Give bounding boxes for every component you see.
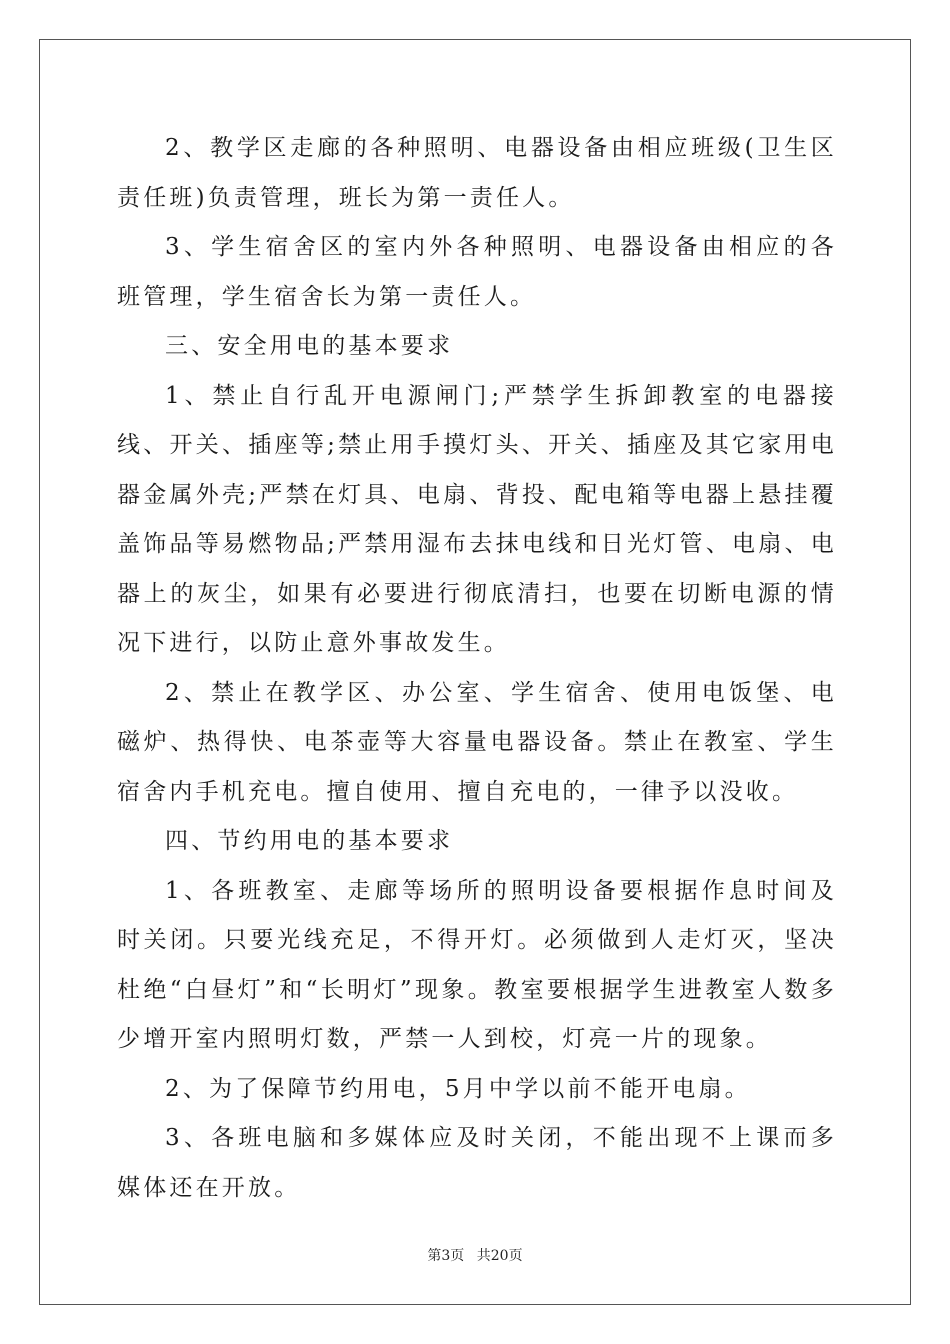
page-footer — [0, 1245, 950, 1265]
paragraph-saving-3: 3、各班电脑和多媒体应及时关闭，不能出现不上课而多媒体还在开放。 — [117, 1125, 837, 1201]
paragraph-saving-1: 1、各班教室、走廊等场所的照明设备要根据作息时间及时关闭。只要光线充足，不得开灯。必须做到人走灯灭，坚决杜绝“白昼灯”和“长明灯”现象。教室要根据学生进教室人数多少增开室内照明灯数，严禁一人到校，灯亮一片的现象。 — [117, 877, 837, 1052]
section-heading-safety: 三、安全用电的基本要求 — [165, 333, 454, 359]
paragraph-item-2: 2、教学区走廊的各种照明、电器设备由相应班级(卫生区责任班)负责管理，班长为第一责任人。 — [117, 135, 837, 211]
page-total: 共20页 — [476, 1248, 523, 1264]
paragraph-safety-1: 1、禁止自行乱开电源闸门;严禁学生拆卸教室的电器接线、开关、插座等;禁止用手摸灯头、开关、插座及其它家用电器金属外壳;严禁在灯具、电扇、背投、配电箱等电器上悬挂覆盖饰品等易燃物品;严禁用湿布去抹电线和日光灯管、电扇、电器上的灰尘，如果有必要进行彻底清扫，也要在切断电源的情况下进行，以防止意外事故发生。 — [117, 382, 837, 656]
paragraph-safety-2: 2、禁止在教学区、办公室、学生宿舍、使用电饭堡、电磁炉、热得快、电茶壶等大容量电器设备。禁止在教室、学生宿舍内手机充电。擅自使用、擅自充电的，一律予以没收。 — [117, 679, 837, 805]
page-number: 第3页 — [427, 1248, 465, 1264]
paragraph-saving-2: 2、为了保障节约用电，5月中学以前不能开电扇。 — [165, 1075, 751, 1102]
paragraph-item-3: 3、学生宿舍区的室内外各种照明、电器设备由相应的各班管理，学生宿舍长为第一责任人。 — [117, 234, 837, 310]
section-heading-saving: 四、节约用电的基本要求 — [165, 828, 454, 854]
document-body — [117, 124, 837, 1213]
